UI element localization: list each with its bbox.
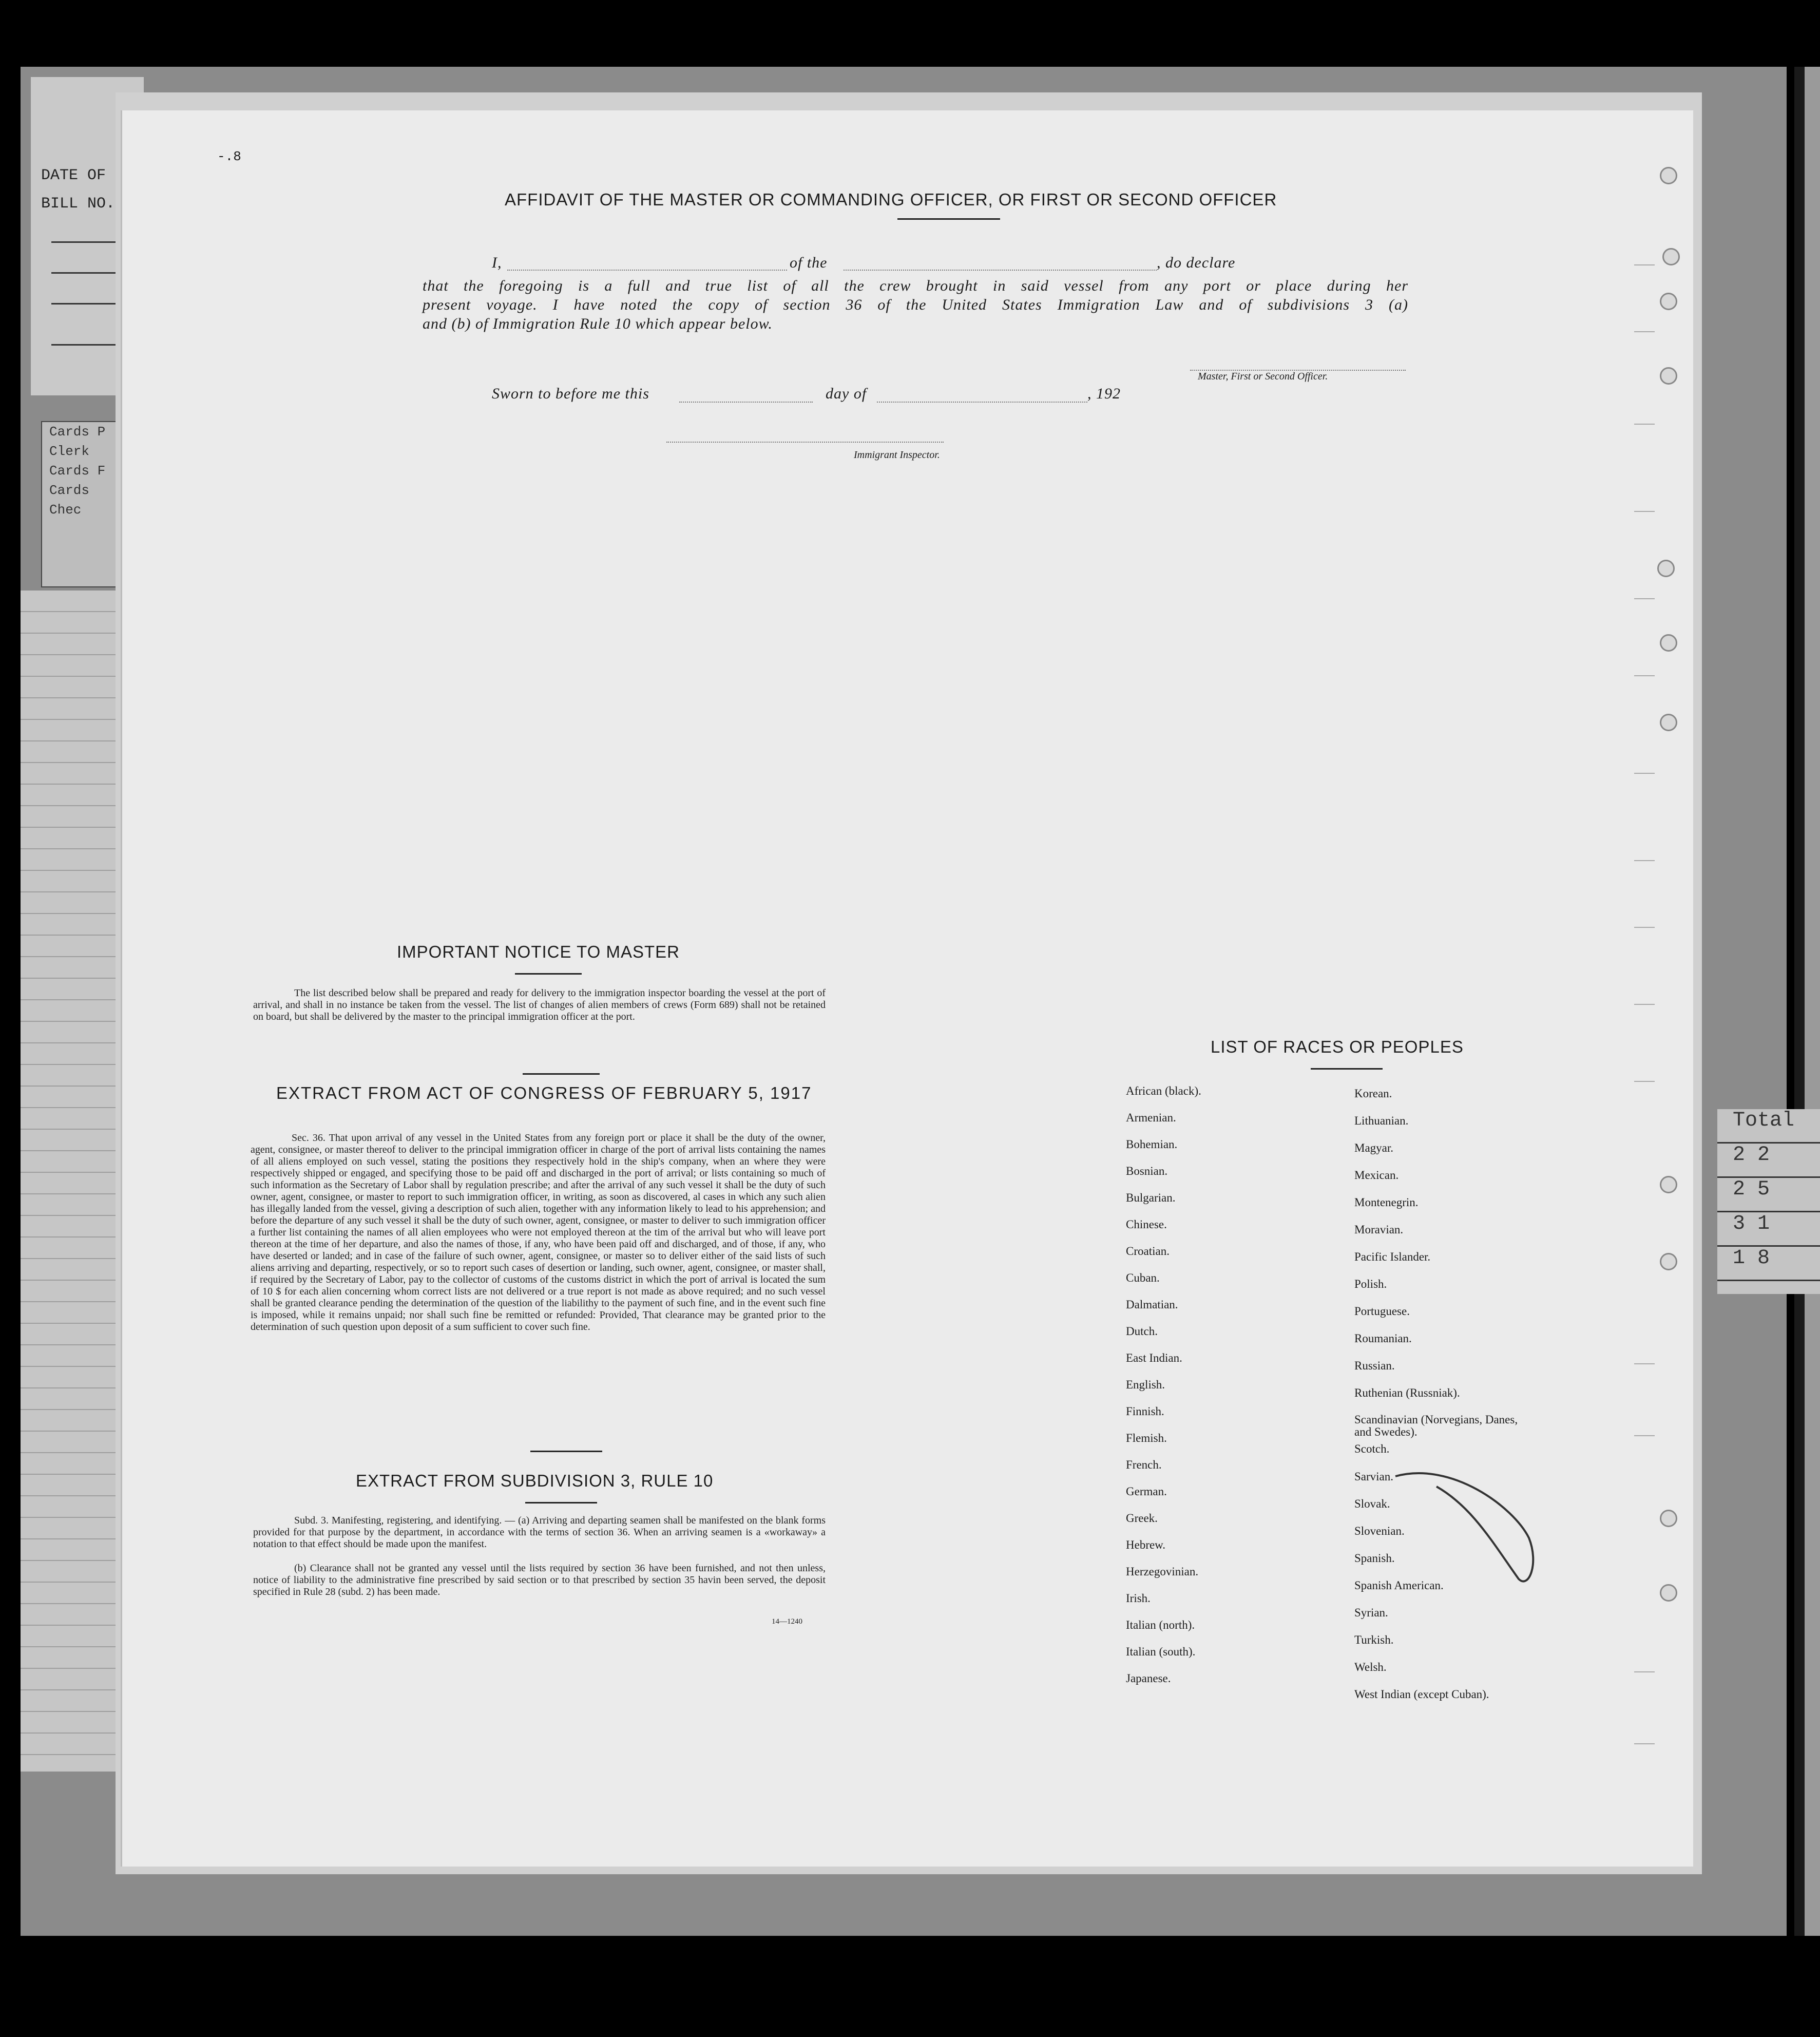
punch-hole: [1657, 560, 1675, 577]
punch-hole: [1660, 1584, 1677, 1602]
ruling-dash: [1634, 1081, 1655, 1082]
race-item: Italian (north).: [1126, 1619, 1195, 1631]
ruling-dash: [1634, 331, 1655, 332]
inspector-blank[interactable]: [666, 442, 944, 443]
cards-line: Cards P: [49, 424, 106, 440]
margin-note-date: DATE OF: [41, 167, 106, 184]
affidavit-line-4: and (b) of Immigration Rule 10 which appear below.: [423, 315, 773, 332]
race-item: Spanish.: [1354, 1552, 1395, 1565]
race-item: French.: [1126, 1458, 1162, 1471]
race-item: African (black).: [1126, 1084, 1201, 1097]
ruling-dash: [1634, 675, 1655, 676]
affidavit-line-3: present voyage. I have noted the copy of section 36 of the United States Immigration Law and of subdivisions 3 (a): [423, 296, 1408, 313]
race-item: Dutch.: [1126, 1325, 1158, 1338]
race-item: Ruthenian (Russniak).: [1354, 1386, 1460, 1399]
notice-title: IMPORTANT NOTICE TO MASTER: [397, 942, 680, 961]
race-item: Montenegrin.: [1354, 1196, 1419, 1209]
ruling-dash: [1634, 1743, 1655, 1744]
punch-hole: [1660, 293, 1677, 310]
pen-stroke-mark: [1390, 1466, 1544, 1600]
cards-line: Cards F: [49, 463, 106, 479]
races-title: LIST OF RACES OR PEOPLES: [1211, 1037, 1464, 1056]
tally-label: Total: [1717, 1109, 1820, 1144]
punch-hole: [1660, 167, 1677, 184]
cards-line: Cards: [49, 483, 90, 498]
ruling-dash: [1634, 860, 1655, 861]
cards-line: Clerk: [49, 444, 90, 459]
notice-rule: [515, 973, 582, 975]
punch-hole: [1660, 1253, 1677, 1270]
race-item: Polish.: [1354, 1278, 1387, 1290]
ruling-dash: [1634, 773, 1655, 774]
year-text: , 192: [1087, 385, 1121, 402]
race-item: Sarvian.: [1354, 1470, 1394, 1483]
rule-text-a: Subd. 3. Manifesting, registering, and identifying. — (a) Arriving and departing seamen shall be manifested on the blank forms provided for that purpose by the department, in accordance with the terms of section 36. When an arriving seamen is a «workaway» a notation to that effect should be made upon the manifest.: [253, 1515, 826, 1550]
act-rule-bottom: [530, 1451, 602, 1452]
races-rule: [1311, 1068, 1383, 1070]
tally-value: 1 8: [1717, 1247, 1820, 1281]
punch-hole: [1660, 634, 1677, 652]
race-item: Armenian.: [1126, 1111, 1176, 1124]
race-item: Croatian.: [1126, 1245, 1170, 1258]
form-number: 14—1240: [772, 1617, 802, 1626]
race-item: Herzegovinian.: [1126, 1565, 1199, 1578]
ruling-dash: [1634, 424, 1655, 425]
affidavit-declare: , do declare: [1157, 254, 1236, 271]
race-item: Hebrew.: [1126, 1538, 1166, 1551]
punch-hole: [1660, 367, 1677, 385]
side-tally-sheet: [1717, 1109, 1820, 1294]
scan-edge-light: [1805, 67, 1820, 1936]
race-item: Magyar.: [1354, 1141, 1394, 1154]
race-item: Scotch.: [1354, 1442, 1390, 1455]
race-item: English.: [1126, 1378, 1165, 1391]
race-item: Dalmatian.: [1126, 1298, 1178, 1311]
tally-value: 3 1: [1717, 1212, 1820, 1247]
notice-text: The list described below shall be prepared and ready for delivery to the immigration inspector boarding the vessel at the port of arrival, and shall in no instance be taken from the vessel. The list of changes of alien members of crews (Form 689) shall not be retained on board, but shall be delivered by the master to the principal immigration officer at the port.: [253, 987, 826, 1022]
race-item: Korean.: [1354, 1087, 1392, 1100]
race-item: Mexican.: [1354, 1169, 1399, 1182]
sworn-text: Sworn to before me this: [492, 385, 649, 402]
race-item: Slovenian.: [1354, 1525, 1405, 1537]
ruling-dash: [1634, 1363, 1655, 1364]
punch-hole: [1660, 714, 1677, 731]
race-item: East Indian.: [1126, 1351, 1182, 1364]
race-item: Italian (south).: [1126, 1645, 1196, 1658]
margin-note-bill: BILL NO.: [41, 195, 116, 213]
ruling-dash: [1634, 927, 1655, 928]
race-item: Chinese.: [1126, 1218, 1167, 1231]
month-blank[interactable]: [877, 402, 1087, 403]
race-item: Slovak.: [1354, 1497, 1390, 1510]
form-sheet: [121, 110, 1693, 1867]
race-item: Portuguese.: [1354, 1305, 1410, 1318]
page-mark: -.8: [217, 149, 241, 164]
inspector-label: Immigrant Inspector.: [854, 449, 940, 461]
ruling-dash: [1634, 1435, 1655, 1436]
punch-hole: [1662, 248, 1680, 265]
race-item: Moravian.: [1354, 1223, 1404, 1236]
day-of-text: day of: [826, 385, 867, 402]
name-blank[interactable]: [507, 270, 787, 271]
race-item: Lithuanian.: [1354, 1114, 1409, 1127]
race-item: Russian.: [1354, 1359, 1395, 1372]
ruling-dash: [1634, 511, 1655, 512]
ruling-dash: [1634, 1004, 1655, 1005]
ruling-dash: [1634, 598, 1655, 599]
day-blank[interactable]: [679, 402, 813, 403]
race-item: Syrian.: [1354, 1606, 1388, 1619]
race-item: Pacific Islander.: [1354, 1250, 1431, 1263]
tally-value: 2 2: [1717, 1144, 1820, 1178]
race-item: Irish.: [1126, 1592, 1151, 1605]
tally-value: 2 5: [1717, 1178, 1820, 1212]
punch-hole: [1660, 1510, 1677, 1527]
affidavit-title: AFFIDAVIT OF THE MASTER OR COMMANDING OFFICER, OR FIRST OR SECOND OFFICER: [505, 190, 1277, 209]
ruling-dash: [1634, 264, 1655, 265]
race-item: Flemish.: [1126, 1432, 1167, 1444]
affidavit-line-2: that the foregoing is a full and true list of all the crew brought in said vessel from any port or place during her: [423, 277, 1408, 294]
race-item: Bosnian.: [1126, 1165, 1168, 1177]
race-item: Finnish.: [1126, 1405, 1164, 1418]
rule-title: EXTRACT FROM SUBDIVISION 3, RULE 10: [356, 1471, 714, 1490]
race-item: Turkish.: [1354, 1633, 1394, 1646]
race-item: Cuban.: [1126, 1271, 1160, 1284]
act-title: EXTRACT FROM ACT OF CONGRESS OF FEBRUARY 5, 1917: [276, 1083, 812, 1102]
race-item: Bulgarian.: [1126, 1191, 1176, 1204]
affidavit-i: I,: [492, 254, 502, 271]
race-item: Bohemian.: [1126, 1138, 1178, 1151]
cards-line: Chec: [49, 502, 82, 518]
vessel-blank[interactable]: [844, 270, 1157, 271]
rule-text-b: (b) Clearance shall not be granted any vessel until the lists required by section 36 have been furnished, and not then unless, notice of liability to the administrative fine prescribed by said section or to that prescribed by section 35 havin been served, the deposit specified in Rule 28 (subd. 2) has been made.: [253, 1563, 826, 1597]
race-item: Scandinavian (Norvegians, Danes, and Swedes).: [1354, 1413, 1518, 1438]
act-text: Sec. 36. That upon arrival of any vessel in the United States from any foreign port or place it shall be the duty of the owner, agent, consignee, or master thereof to deliver to the principal immigration officer in charge of the port of arrival lists containing the names of all aliens employed on such vessel, stating the positions they respectively hold in the ship's company, when an where they were respectively shipped or engaged, and specifying those to be paid off and discharged in the port of arrival; or lists containing so much of such information as the Secretary of Labor shall by regulation prescribe; and after the arrival of any such vessel it shall be the duty of such owner, agent, consignee, or master to report to such immigration officer, in writing, as soon as discovered, al cases in which any such alien has illegally landed from the vessel, giving a description of such alien, together with any information likely to lead to his apprehension; and before the departure of any such vessel it shall be the duty of such owner, agent, consignee, or master to deliver to such immigration officer a further list containing the names of all alien employees who were not employed thereon at the tim of the arrival but who will leave port thereon at the time of her departure, and also the names of those, if any, who have been paid off and discharged, and of those, if any, who have deserted or landed; and in case of the failure of such owner, agent, consignee, or master so to deliver either of the said lists of such aliens arriving and departing, respectively, or so to report such cases of desertion or landing, such owner, agent, consignee, or master shall, if required by the Secretary of Labor, pay to the collector of customs of the customs district in which the port of arrival is located the sum of 10 $ for each alien concerning whom correct lists are not delivered or a true report is not made as above required; and no such vessel shall be granted clearance pending the determination of the question of the liabilithy to the payment of such fine, and in the event such fine is imposed, while it remains unpaid; nor shall such fine be remitted or refunded: Provided, That clearance may be granted prior to the determination of such question upon deposit of a sum sufficient to cover such fine.: [251, 1132, 826, 1332]
race-item: West Indian (except Cuban).: [1354, 1688, 1489, 1701]
race-item: Spanish American.: [1354, 1579, 1444, 1592]
race-item: Roumanian.: [1354, 1332, 1412, 1345]
title-rule: [897, 218, 1000, 220]
punch-hole: [1660, 1176, 1677, 1193]
rule-rule: [525, 1502, 597, 1503]
signature-label: Master, First or Second Officer.: [1198, 371, 1328, 382]
race-item: German.: [1126, 1485, 1167, 1498]
race-item: Welsh.: [1354, 1661, 1387, 1673]
affidavit-of-the: of the: [790, 254, 828, 271]
race-item: Japanese.: [1126, 1672, 1171, 1685]
race-item: Greek.: [1126, 1512, 1158, 1525]
ruling-dash: [1634, 1671, 1655, 1672]
act-rule-top: [523, 1073, 600, 1075]
